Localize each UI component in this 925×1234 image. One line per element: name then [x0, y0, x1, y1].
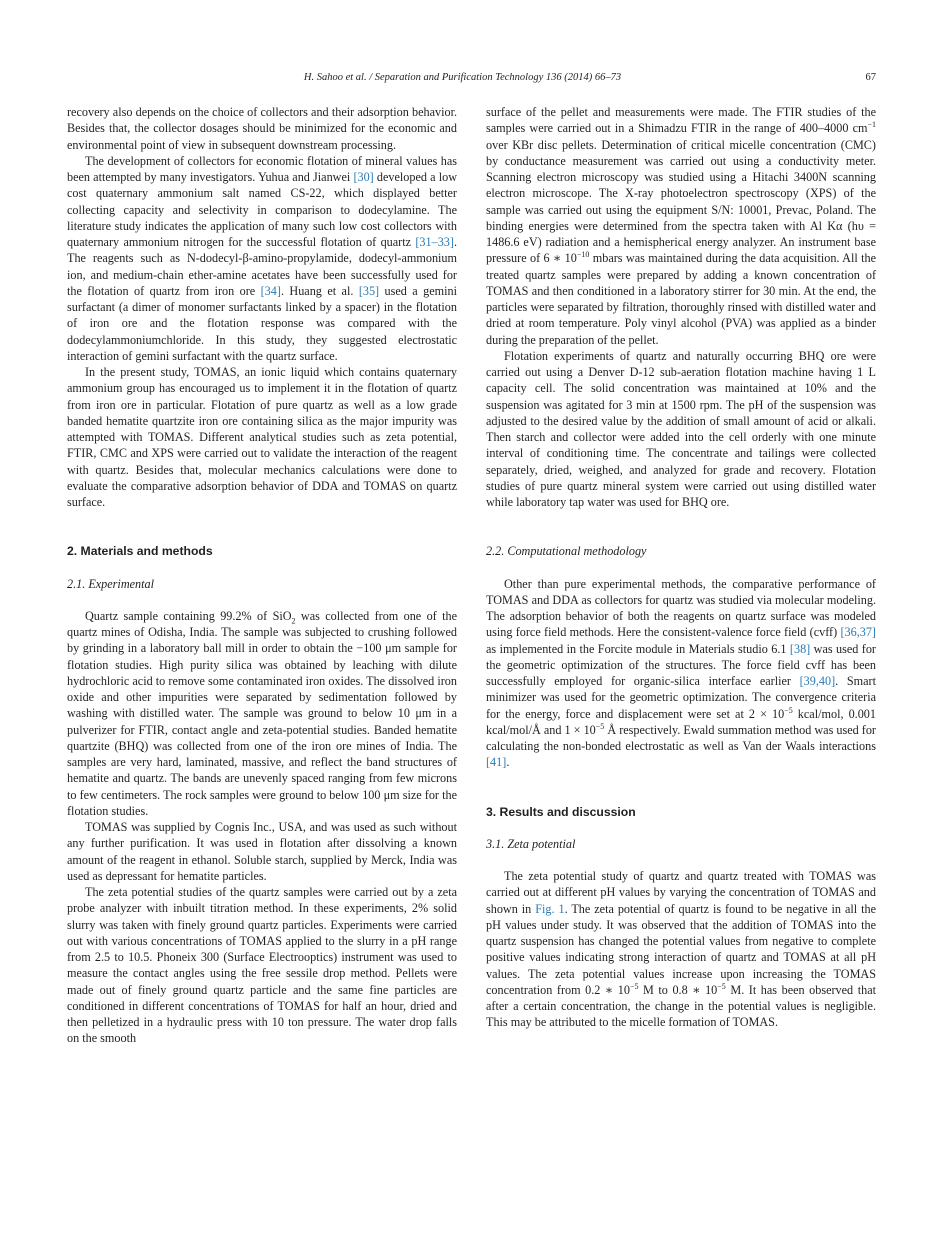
figure-link[interactable]: Fig. 1	[535, 901, 565, 916]
paragraph: recovery also depends on the choice of collectors and their adsorption behavior. Besides that, the collector dosages should be minimized for the economic and environmental point of view in subsequent downstream processing.	[67, 105, 457, 152]
citation-link[interactable]: [30]	[353, 170, 374, 184]
right-column	[486, 104, 876, 1031]
paragraph: TOMAS was supplied by Cognis Inc., USA, and was used as such without any further purification. It was used in flotation after dissolving a known amount of the reagent in ethanol. Soluble starch, supplied by Merck, India was used as depressant for hematite particles.	[67, 820, 457, 883]
paragraph: surface of the pellet and measurements were made. The FTIR studies of the samples were carried out in a Shimadzu FTIR in the range of 400–4000 $cm^{-1}$ over KBr disc pellets. Determination of critical micelle concentration (CMC) by conductance measurement was carried out using a conductivity meter. Scanning electron microscopy was studied using a Hitachi 3400N scanning electron microscope. The X-ray photoelectron spectroscopy (XPS) of the sample was carried out using the equipment S/N: 10001, Prevac, Poland. The binding energies were determined from the spectra taken with Al Kα (hυ = 1486.6 eV) radiation and a hemispherical energy analyzer. An instrument base pressure of 6 ∗ $10^{-10}$ mbars was maintained during the data acquisition. All the treated quartz samples were prepared by adding a known concentration of TOMAS and then conditioned in a laboratory stirrer for 30 min. At the end, the particles were separated by filtration, thoroughly rinsed with distilled water and dried at room temperature. Poly vinyl alcohol (PVA) was applied as a binder during the preparation of the pellet.	[486, 105, 877, 347]
paragraph: Other than pure experimental methods, the comparative performance of TOMAS and DDA as collectors for quartz was studied via molecular modeling. The adsorption behavior of both the reagents on quartz surface was modeled using force field methods. Here the consistent-valence force field (cvff) [36,37] as implemented in the Forcite module in Materials studio 6.1 [38] was used for the geometric optimization of the structures. The force field cvff has been successfully employed for organic-silica interface earlier [39,40]. Smart minimizer was used for the geometric optimization. The convergence criteria for the energy, force and displacement were set at $2 \times 10^{-5}$ kcal/mol, 0.001 kcal/mol/Å and $1 \times 10^{-5}$ Å respectively. Ewald summation method was used for calculating the non-bonded electrostatic as well as Van der Waals interactions [41].	[486, 576, 876, 770]
paragraph: The development of collectors for economic flotation of mineral values has been attempted by many investigators. Yuhua and Jianwei [30] developed a low cost quaternary ammonium salt named CS-22, which displayed better collecting capacity and selectivity in comparison to dodecylamine. The literature study indicates the application of many such low cost collectors with quaternary ammonium nitrogen for the successful flotation of quartz [31–33]. The reagents such as N-dodecyl-β-amino-propylamide, dodecyl-ammonium ion, and medium-chain ether-amine acetates have been successfully used for the flotation of quartz from iron ore [34]. Huang et al. [35] used a gemini surfactant (a dimer of monomer surfactants linked by a spacer) in the flotation of iron ore and the flotation response was compared with the dodecylammoniumchloride. In this study, they suggested electrostatic interaction of gemini surfactant with the quartz surface.	[67, 153, 457, 363]
subsection-heading: 2.2. Computational methodology	[486, 544, 647, 559]
citation-link[interactable]: [34]	[260, 283, 281, 298]
paragraph: The zeta potential study of quartz and quartz treated with TOMAS was carried out at different pH values by varying the concentration of TOMAS and shown in Fig. 1. The zeta potential of quartz is found to be negative in all the pH values under study. It was observed that the addition of TOMAS into the quartz suspension has changed the potential values from negative to complete positive values indicating strong interaction of quartz and TOMAS at all pH values. The zeta potential values increase upon increasing the TOMAS concentration from 0.2 ∗ $10^{-5}$ M to 0.8 ∗ $10^{-5}$ M. It has been observed that after a certain concentration, the change in the potential values is negligible. This may be attributed to the micelle formation of TOMAS.	[486, 869, 876, 1030]
subsection-heading: 2.1. Experimental	[67, 576, 154, 591]
subsection-heading: 3.1. Zeta potential	[486, 836, 576, 851]
section-heading: 3. Results and discussion	[486, 804, 636, 819]
running-head: H. Sahoo et al. / Separation and Purification Technology 136 (2014) 66–73	[303, 72, 622, 83]
paragraph: The zeta potential studies of the quartz samples were carried out by a zeta probe analyzer with inbuilt titration method. In these experiments, 2% solid slurry was taken with finely ground quartz particles. Experiments were carried out with various concentrations of TOMAS applied to the slurry in a pH range from 2.5 to 10.5. Phoneix 300 (Surface Electrooptics) instrument was used to measure the contact angles using the free sessile drop method. Pellets were made out of finely ground quartz particle and the same fine particles are conditioned in different concentrations of TOMAS for half an hour, dried and then pelletized in a hydraulic press with 10 ton pressure. The water drop falls on the smooth	[67, 885, 457, 1046]
citation-link[interactable]: [35]	[358, 283, 380, 298]
paragraph: Flotation experiments of quartz and naturally occurring BHQ ore were carried out using a Denver D-12 sub-aeration flotation machine having 1 L capacity cell. The solid concentration was maintained at 10% and the suspension was agitated for 3 min at 1500 rpm. The pH of the suspension was adjusted to the desired value by the addition of small amount of acid or alkali. Then starch and collector were added into the cell orderly with one minute interval of conditioning time. The concentrate and tailings were collected separately, dried, weighed, and analyzed for grade and recovery. Flotation studies of pure quartz mineral system were carried out using distilled water while laboratory tap water was used for BHQ ore.	[486, 348, 876, 509]
citation-link[interactable]: [31–33]	[415, 235, 454, 249]
left-column	[67, 104, 457, 1047]
page-number: 67	[865, 72, 876, 83]
citation-link[interactable]: [39,40]	[799, 674, 836, 688]
paragraph: In the present study, TOMAS, an ionic liquid which contains quaternary ammonium group has encouraged us to implement it in the flotation of quartz from iron ore in particular. Flotation of pure quartz as well as a low grade banded hematite quartzite iron ore containing silica as the major impurity was attempted with TOMAS. Different analytical studies such as zeta potential, FTIR, CMC and XPS were carried out to validate the interaction of the reagent with quartz. Besides that, molecular mechanics calculations were done to evaluate the comparative adsorption behavior of DDA and TOMAS on quartz surface.	[67, 365, 457, 509]
citation-link[interactable]: [38]	[789, 641, 811, 656]
section-heading: 2. Materials and methods	[67, 544, 213, 559]
paragraph: Quartz sample containing 99.2% of SiO$_2$ was collected from one of the quartz mines of Odisha, India. The sample was subjected to crushing followed by grinding in a laboratory ball mill in order to obtain the −100 μm sample for flotation studies. High purity silica was obtained by leaching with dilute hydrochloric acid to remove some contaminated iron oxides. The dissolved iron oxide and other impurities were separated by sedimentation followed by washing with distilled water. The sample was ground to below 10 μm in a pulverizer for FTIR, contact angle and zeta-potential studies. Banded hematite quartzite (BHQ) was collected from one of the iron ore mines of India. The samples are very hard, laminated, massive, and reflect the band structures of hematite and quartz. The bands are unevenly spaced ranging from few microns to few centimeters. The rock samples were ground to below 100 μm size for the flotation studies.	[67, 608, 457, 818]
citation-link[interactable]: [41]	[486, 755, 507, 770]
citation-link[interactable]: [36,37]	[840, 625, 876, 640]
